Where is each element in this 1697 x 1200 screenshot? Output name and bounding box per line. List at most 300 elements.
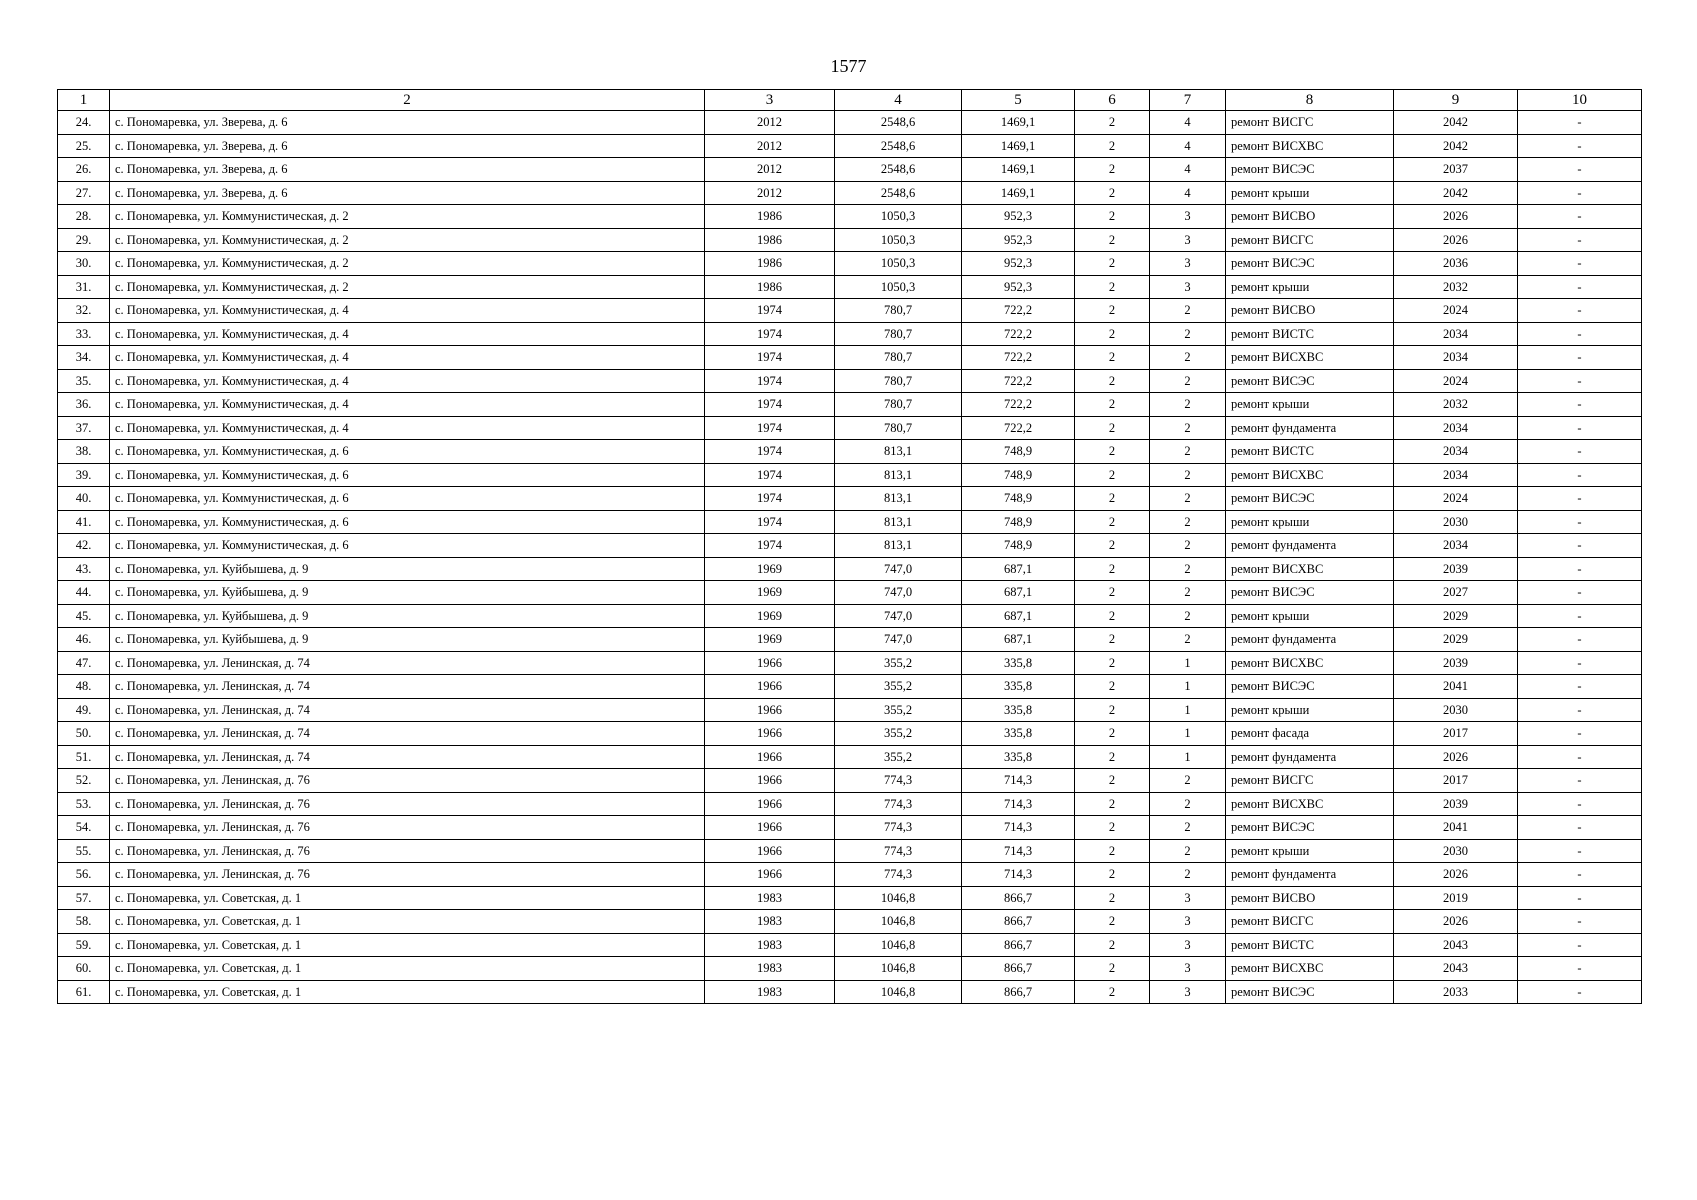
planned-year-cell: 2029 <box>1394 604 1518 628</box>
build-year-cell: 1983 <box>705 933 835 957</box>
note-cell: - <box>1518 722 1642 746</box>
floors-cell: 2 <box>1075 910 1150 934</box>
work-type-cell: ремонт крыши <box>1226 275 1394 299</box>
build-year-cell: 1974 <box>705 440 835 464</box>
table-row <box>58 769 1642 793</box>
work-type-cell: ремонт крыши <box>1226 510 1394 534</box>
total-area-cell: 747,0 <box>835 557 962 581</box>
address-cell: с. Пономаревка, ул. Коммунистическая, д. 6 <box>110 463 705 487</box>
planned-year-cell: 2019 <box>1394 886 1518 910</box>
entrances-cell: 2 <box>1150 416 1226 440</box>
entrances-cell: 3 <box>1150 228 1226 252</box>
row-number-cell: 29. <box>58 228 110 252</box>
table-row <box>58 487 1642 511</box>
living-area-cell: 335,8 <box>962 675 1075 699</box>
floors-cell: 2 <box>1075 581 1150 605</box>
total-area-cell: 1050,3 <box>835 252 962 276</box>
floors-cell: 2 <box>1075 698 1150 722</box>
build-year-cell: 1974 <box>705 322 835 346</box>
note-cell: - <box>1518 628 1642 652</box>
table-row <box>58 111 1642 135</box>
total-area-cell: 774,3 <box>835 816 962 840</box>
row-number-cell: 51. <box>58 745 110 769</box>
build-year-cell: 1969 <box>705 628 835 652</box>
entrances-cell: 2 <box>1150 769 1226 793</box>
table-row <box>58 440 1642 464</box>
build-year-cell: 1974 <box>705 487 835 511</box>
address-cell: с. Пономаревка, ул. Советская, д. 1 <box>110 886 705 910</box>
note-cell: - <box>1518 957 1642 981</box>
row-number-cell: 45. <box>58 604 110 628</box>
note-cell: - <box>1518 416 1642 440</box>
total-area-cell: 355,2 <box>835 722 962 746</box>
living-area-cell: 1469,1 <box>962 181 1075 205</box>
build-year-cell: 2012 <box>705 111 835 135</box>
build-year-cell: 1966 <box>705 769 835 793</box>
total-area-cell: 813,1 <box>835 440 962 464</box>
work-type-cell: ремонт ВИСЭС <box>1226 816 1394 840</box>
work-type-cell: ремонт ВИСГС <box>1226 910 1394 934</box>
work-type-cell: ремонт ВИСЭС <box>1226 369 1394 393</box>
address-cell: с. Пономаревка, ул. Коммунистическая, д. 4 <box>110 416 705 440</box>
table-row <box>58 933 1642 957</box>
total-area-cell: 774,3 <box>835 792 962 816</box>
work-type-cell: ремонт ВИСТС <box>1226 440 1394 464</box>
table-row <box>58 416 1642 440</box>
address-cell: с. Пономаревка, ул. Коммунистическая, д. 4 <box>110 346 705 370</box>
entrances-cell: 2 <box>1150 581 1226 605</box>
address-cell: с. Пономаревка, ул. Советская, д. 1 <box>110 933 705 957</box>
row-number-cell: 41. <box>58 510 110 534</box>
build-year-cell: 1966 <box>705 745 835 769</box>
work-type-cell: ремонт ВИСЭС <box>1226 980 1394 1004</box>
planned-year-cell: 2042 <box>1394 111 1518 135</box>
table-row <box>58 299 1642 323</box>
living-area-cell: 714,3 <box>962 769 1075 793</box>
address-cell: с. Пономаревка, ул. Ленинская, д. 74 <box>110 722 705 746</box>
entrances-cell: 2 <box>1150 299 1226 323</box>
planned-year-cell: 2024 <box>1394 487 1518 511</box>
address-cell: с. Пономаревка, ул. Ленинская, д. 74 <box>110 698 705 722</box>
row-number-cell: 38. <box>58 440 110 464</box>
row-number-cell: 50. <box>58 722 110 746</box>
note-cell: - <box>1518 863 1642 887</box>
total-area-cell: 774,3 <box>835 769 962 793</box>
floors-cell: 2 <box>1075 510 1150 534</box>
living-area-cell: 687,1 <box>962 581 1075 605</box>
total-area-cell: 2548,6 <box>835 158 962 182</box>
entrances-cell: 2 <box>1150 369 1226 393</box>
build-year-cell: 1983 <box>705 910 835 934</box>
total-area-cell: 774,3 <box>835 863 962 887</box>
row-number-cell: 27. <box>58 181 110 205</box>
floors-cell: 2 <box>1075 957 1150 981</box>
total-area-cell: 780,7 <box>835 322 962 346</box>
living-area-cell: 1469,1 <box>962 158 1075 182</box>
build-year-cell: 1983 <box>705 886 835 910</box>
planned-year-cell: 2024 <box>1394 299 1518 323</box>
living-area-cell: 722,2 <box>962 416 1075 440</box>
table-row <box>58 910 1642 934</box>
build-year-cell: 2012 <box>705 134 835 158</box>
total-area-cell: 355,2 <box>835 698 962 722</box>
floors-cell: 2 <box>1075 863 1150 887</box>
repair-schedule-table <box>57 89 1642 1004</box>
planned-year-cell: 2034 <box>1394 440 1518 464</box>
entrances-cell: 2 <box>1150 322 1226 346</box>
planned-year-cell: 2041 <box>1394 675 1518 699</box>
table-row <box>58 275 1642 299</box>
total-area-cell: 2548,6 <box>835 111 962 135</box>
total-area-cell: 813,1 <box>835 463 962 487</box>
entrances-cell: 1 <box>1150 722 1226 746</box>
row-number-cell: 60. <box>58 957 110 981</box>
row-number-cell: 37. <box>58 416 110 440</box>
build-year-cell: 1986 <box>705 205 835 229</box>
table-row <box>58 322 1642 346</box>
row-number-cell: 31. <box>58 275 110 299</box>
address-cell: с. Пономаревка, ул. Куйбышева, д. 9 <box>110 557 705 581</box>
work-type-cell: ремонт ВИСГС <box>1226 228 1394 252</box>
note-cell: - <box>1518 651 1642 675</box>
table-row <box>58 158 1642 182</box>
entrances-cell: 2 <box>1150 792 1226 816</box>
table-row <box>58 463 1642 487</box>
table-row <box>58 393 1642 417</box>
note-cell: - <box>1518 933 1642 957</box>
entrances-cell: 3 <box>1150 886 1226 910</box>
entrances-cell: 1 <box>1150 745 1226 769</box>
table-row <box>58 698 1642 722</box>
living-area-cell: 722,2 <box>962 299 1075 323</box>
total-area-cell: 2548,6 <box>835 181 962 205</box>
entrances-cell: 1 <box>1150 675 1226 699</box>
entrances-cell: 2 <box>1150 510 1226 534</box>
column-header: 5 <box>962 90 1075 111</box>
floors-cell: 2 <box>1075 181 1150 205</box>
note-cell: - <box>1518 769 1642 793</box>
row-number-cell: 61. <box>58 980 110 1004</box>
address-cell: с. Пономаревка, ул. Зверева, д. 6 <box>110 111 705 135</box>
living-area-cell: 722,2 <box>962 369 1075 393</box>
entrances-cell: 3 <box>1150 252 1226 276</box>
column-header: 3 <box>705 90 835 111</box>
address-cell: с. Пономаревка, ул. Коммунистическая, д. 2 <box>110 228 705 252</box>
note-cell: - <box>1518 205 1642 229</box>
total-area-cell: 2548,6 <box>835 134 962 158</box>
entrances-cell: 4 <box>1150 158 1226 182</box>
row-number-cell: 55. <box>58 839 110 863</box>
entrances-cell: 4 <box>1150 111 1226 135</box>
living-area-cell: 722,2 <box>962 322 1075 346</box>
address-cell: с. Пономаревка, ул. Ленинская, д. 76 <box>110 816 705 840</box>
work-type-cell: ремонт ВИСВО <box>1226 886 1394 910</box>
total-area-cell: 1050,3 <box>835 228 962 252</box>
work-type-cell: ремонт ВИСХВС <box>1226 792 1394 816</box>
floors-cell: 2 <box>1075 158 1150 182</box>
column-header: 10 <box>1518 90 1642 111</box>
living-area-cell: 748,9 <box>962 534 1075 558</box>
floors-cell: 2 <box>1075 886 1150 910</box>
address-cell: с. Пономаревка, ул. Коммунистическая, д. 2 <box>110 275 705 299</box>
planned-year-cell: 2034 <box>1394 463 1518 487</box>
planned-year-cell: 2034 <box>1394 534 1518 558</box>
planned-year-cell: 2030 <box>1394 839 1518 863</box>
table-row <box>58 604 1642 628</box>
build-year-cell: 1983 <box>705 980 835 1004</box>
entrances-cell: 4 <box>1150 134 1226 158</box>
total-area-cell: 780,7 <box>835 299 962 323</box>
planned-year-cell: 2017 <box>1394 722 1518 746</box>
entrances-cell: 2 <box>1150 839 1226 863</box>
total-area-cell: 1046,8 <box>835 933 962 957</box>
floors-cell: 2 <box>1075 463 1150 487</box>
build-year-cell: 1966 <box>705 863 835 887</box>
planned-year-cell: 2026 <box>1394 205 1518 229</box>
row-number-cell: 30. <box>58 252 110 276</box>
table-row <box>58 228 1642 252</box>
floors-cell: 2 <box>1075 228 1150 252</box>
row-number-cell: 42. <box>58 534 110 558</box>
table-row <box>58 628 1642 652</box>
living-area-cell: 687,1 <box>962 557 1075 581</box>
planned-year-cell: 2026 <box>1394 910 1518 934</box>
address-cell: с. Пономаревка, ул. Советская, д. 1 <box>110 910 705 934</box>
column-header: 8 <box>1226 90 1394 111</box>
address-cell: с. Пономаревка, ул. Ленинская, д. 76 <box>110 839 705 863</box>
work-type-cell: ремонт крыши <box>1226 181 1394 205</box>
entrances-cell: 2 <box>1150 604 1226 628</box>
planned-year-cell: 2027 <box>1394 581 1518 605</box>
work-type-cell: ремонт фундамента <box>1226 863 1394 887</box>
table-body <box>58 111 1642 1004</box>
entrances-cell: 1 <box>1150 651 1226 675</box>
total-area-cell: 780,7 <box>835 416 962 440</box>
work-type-cell: ремонт фундамента <box>1226 745 1394 769</box>
floors-cell: 2 <box>1075 769 1150 793</box>
total-area-cell: 1046,8 <box>835 980 962 1004</box>
build-year-cell: 1966 <box>705 816 835 840</box>
living-area-cell: 748,9 <box>962 510 1075 534</box>
address-cell: с. Пономаревка, ул. Коммунистическая, д. 4 <box>110 299 705 323</box>
row-number-cell: 57. <box>58 886 110 910</box>
row-number-cell: 34. <box>58 346 110 370</box>
planned-year-cell: 2043 <box>1394 957 1518 981</box>
note-cell: - <box>1518 369 1642 393</box>
floors-cell: 2 <box>1075 369 1150 393</box>
build-year-cell: 1966 <box>705 698 835 722</box>
entrances-cell: 3 <box>1150 957 1226 981</box>
floors-cell: 2 <box>1075 416 1150 440</box>
entrances-cell: 2 <box>1150 346 1226 370</box>
row-number-cell: 43. <box>58 557 110 581</box>
build-year-cell: 1974 <box>705 416 835 440</box>
note-cell: - <box>1518 816 1642 840</box>
address-cell: с. Пономаревка, ул. Коммунистическая, д. 6 <box>110 534 705 558</box>
note-cell: - <box>1518 980 1642 1004</box>
address-cell: с. Пономаревка, ул. Зверева, д. 6 <box>110 181 705 205</box>
table-row <box>58 722 1642 746</box>
floors-cell: 2 <box>1075 252 1150 276</box>
planned-year-cell: 2039 <box>1394 557 1518 581</box>
living-area-cell: 866,7 <box>962 886 1075 910</box>
address-cell: с. Пономаревка, ул. Ленинская, д. 74 <box>110 675 705 699</box>
table-row <box>58 557 1642 581</box>
table-row <box>58 205 1642 229</box>
floors-cell: 2 <box>1075 134 1150 158</box>
living-area-cell: 335,8 <box>962 651 1075 675</box>
note-cell: - <box>1518 487 1642 511</box>
address-cell: с. Пономаревка, ул. Зверева, д. 6 <box>110 134 705 158</box>
living-area-cell: 714,3 <box>962 839 1075 863</box>
table-row <box>58 252 1642 276</box>
total-area-cell: 355,2 <box>835 675 962 699</box>
note-cell: - <box>1518 393 1642 417</box>
address-cell: с. Пономаревка, ул. Коммунистическая, д. 6 <box>110 510 705 534</box>
table-row <box>58 510 1642 534</box>
note-cell: - <box>1518 252 1642 276</box>
table-row <box>58 839 1642 863</box>
table-row <box>58 745 1642 769</box>
build-year-cell: 1983 <box>705 957 835 981</box>
work-type-cell: ремонт фасада <box>1226 722 1394 746</box>
row-number-cell: 46. <box>58 628 110 652</box>
row-number-cell: 28. <box>58 205 110 229</box>
note-cell: - <box>1518 181 1642 205</box>
planned-year-cell: 2030 <box>1394 698 1518 722</box>
address-cell: с. Пономаревка, ул. Ленинская, д. 74 <box>110 651 705 675</box>
note-cell: - <box>1518 698 1642 722</box>
build-year-cell: 1974 <box>705 369 835 393</box>
planned-year-cell: 2026 <box>1394 745 1518 769</box>
row-number-cell: 40. <box>58 487 110 511</box>
entrances-cell: 3 <box>1150 933 1226 957</box>
note-cell: - <box>1518 510 1642 534</box>
build-year-cell: 1986 <box>705 275 835 299</box>
living-area-cell: 866,7 <box>962 980 1075 1004</box>
living-area-cell: 952,3 <box>962 228 1075 252</box>
floors-cell: 2 <box>1075 604 1150 628</box>
row-number-cell: 33. <box>58 322 110 346</box>
build-year-cell: 1969 <box>705 604 835 628</box>
work-type-cell: ремонт ВИСТС <box>1226 322 1394 346</box>
row-number-cell: 53. <box>58 792 110 816</box>
living-area-cell: 866,7 <box>962 957 1075 981</box>
total-area-cell: 813,1 <box>835 534 962 558</box>
living-area-cell: 952,3 <box>962 275 1075 299</box>
note-cell: - <box>1518 322 1642 346</box>
note-cell: - <box>1518 299 1642 323</box>
total-area-cell: 780,7 <box>835 346 962 370</box>
planned-year-cell: 2037 <box>1394 158 1518 182</box>
build-year-cell: 1966 <box>705 675 835 699</box>
table-row <box>58 181 1642 205</box>
planned-year-cell: 2030 <box>1394 510 1518 534</box>
living-area-cell: 714,3 <box>962 792 1075 816</box>
address-cell: с. Пономаревка, ул. Куйбышева, д. 9 <box>110 604 705 628</box>
row-number-cell: 26. <box>58 158 110 182</box>
total-area-cell: 1046,8 <box>835 957 962 981</box>
floors-cell: 2 <box>1075 980 1150 1004</box>
row-number-cell: 58. <box>58 910 110 934</box>
work-type-cell: ремонт ВИСЭС <box>1226 675 1394 699</box>
entrances-cell: 3 <box>1150 980 1226 1004</box>
planned-year-cell: 2034 <box>1394 322 1518 346</box>
entrances-cell: 3 <box>1150 205 1226 229</box>
entrances-cell: 2 <box>1150 440 1226 464</box>
planned-year-cell: 2024 <box>1394 369 1518 393</box>
total-area-cell: 747,0 <box>835 581 962 605</box>
work-type-cell: ремонт ВИСХВС <box>1226 463 1394 487</box>
total-area-cell: 747,0 <box>835 628 962 652</box>
table-row <box>58 134 1642 158</box>
planned-year-cell: 2042 <box>1394 181 1518 205</box>
living-area-cell: 748,9 <box>962 487 1075 511</box>
entrances-cell: 2 <box>1150 393 1226 417</box>
living-area-cell: 714,3 <box>962 863 1075 887</box>
build-year-cell: 2012 <box>705 158 835 182</box>
build-year-cell: 1974 <box>705 393 835 417</box>
row-number-cell: 32. <box>58 299 110 323</box>
planned-year-cell: 2017 <box>1394 769 1518 793</box>
column-header: 6 <box>1075 90 1150 111</box>
planned-year-cell: 2033 <box>1394 980 1518 1004</box>
row-number-cell: 47. <box>58 651 110 675</box>
row-number-cell: 36. <box>58 393 110 417</box>
entrances-cell: 1 <box>1150 698 1226 722</box>
note-cell: - <box>1518 604 1642 628</box>
note-cell: - <box>1518 581 1642 605</box>
work-type-cell: ремонт крыши <box>1226 604 1394 628</box>
living-area-cell: 1469,1 <box>962 134 1075 158</box>
floors-cell: 2 <box>1075 322 1150 346</box>
note-cell: - <box>1518 158 1642 182</box>
address-cell: с. Пономаревка, ул. Советская, д. 1 <box>110 957 705 981</box>
living-area-cell: 1469,1 <box>962 111 1075 135</box>
page-number: 1577 <box>830 56 867 76</box>
total-area-cell: 1050,3 <box>835 205 962 229</box>
note-cell: - <box>1518 675 1642 699</box>
planned-year-cell: 2026 <box>1394 228 1518 252</box>
build-year-cell: 1974 <box>705 534 835 558</box>
work-type-cell: ремонт ВИСВО <box>1226 299 1394 323</box>
table-row <box>58 816 1642 840</box>
address-cell: с. Пономаревка, ул. Коммунистическая, д. 2 <box>110 205 705 229</box>
work-type-cell: ремонт ВИСВО <box>1226 205 1394 229</box>
table-row <box>58 980 1642 1004</box>
living-area-cell: 952,3 <box>962 252 1075 276</box>
column-header: 1 <box>58 90 110 111</box>
row-number-cell: 56. <box>58 863 110 887</box>
floors-cell: 2 <box>1075 839 1150 863</box>
living-area-cell: 748,9 <box>962 440 1075 464</box>
row-number-cell: 44. <box>58 581 110 605</box>
note-cell: - <box>1518 557 1642 581</box>
build-year-cell: 1969 <box>705 581 835 605</box>
living-area-cell: 722,2 <box>962 346 1075 370</box>
planned-year-cell: 2036 <box>1394 252 1518 276</box>
work-type-cell: ремонт ВИСЭС <box>1226 158 1394 182</box>
total-area-cell: 813,1 <box>835 510 962 534</box>
total-area-cell: 1050,3 <box>835 275 962 299</box>
entrances-cell: 4 <box>1150 181 1226 205</box>
build-year-cell: 1986 <box>705 228 835 252</box>
build-year-cell: 1974 <box>705 299 835 323</box>
living-area-cell: 866,7 <box>962 910 1075 934</box>
work-type-cell: ремонт ВИСЭС <box>1226 487 1394 511</box>
floors-cell: 2 <box>1075 792 1150 816</box>
build-year-cell: 2012 <box>705 181 835 205</box>
